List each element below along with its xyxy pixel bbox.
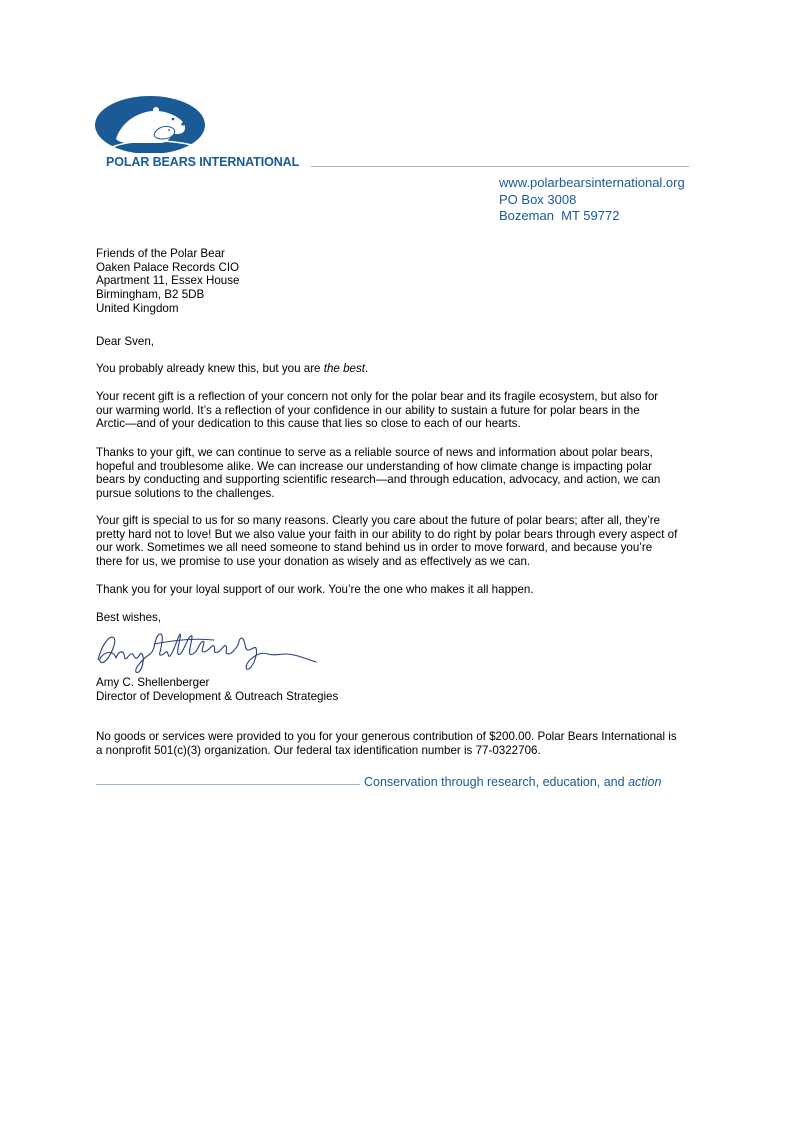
paragraph-2 [96, 390, 706, 431]
signer-block [96, 676, 706, 703]
footer-divider [96, 784, 360, 785]
p1-tail: . [365, 362, 369, 375]
header-divider [311, 166, 689, 167]
paragraph-line: bears by conducting and supporting scientific research—and through education, advocacy, and action, we can [96, 473, 661, 487]
paragraph-line: Arctic—and of your dedication to this cause that lies so close to each of our hearts. [96, 417, 521, 431]
paragraph-line: pursue solutions to the challenges. [96, 487, 275, 501]
polar-bear-logo-icon [94, 95, 206, 153]
paragraph-line: pretty hard not to love! But we also value your faith in our ability to do right by polar bears through every aspect of [96, 527, 678, 541]
tagline-emphasis: action [628, 775, 662, 789]
disclaimer-line: a nonprofit 501(c)(3) organization. Our federal tax identification number is 77-0322706. [96, 743, 541, 757]
p1-emphasis: the best [323, 362, 365, 375]
paragraph-line: Thanks to your gift, we can continue to serve as a reliable source of news and information about polar bears, [96, 446, 653, 459]
paragraph-line: hopeful and troublesome alike. We can increase our understanding of how climate change is impacting polar [96, 459, 652, 473]
salutation: Dear Sven, [96, 335, 154, 348]
footer-tagline [364, 775, 661, 789]
p1-lead: You probably already knew this, but you are [96, 362, 324, 375]
paragraph-line: Your gift is special to us for so many reasons. Clearly you care about the future of polar bears; after all, they’re [96, 514, 661, 527]
disclaimer-line: No goods or services were provided to you for your generous contribution of $200.00. Polar Bears International is [96, 730, 677, 743]
recipient-address [96, 247, 706, 316]
paragraph-line: our work. Sometimes we all need someone to stand behind us in order to move forward, and because you’re [96, 541, 653, 555]
paragraph-line: there for us, we promise to use your donation as wisely and as effectively as we can. [96, 555, 531, 569]
signer-title: Director of Development & Outreach Strategies [96, 689, 339, 703]
tagline-main: Conservation through research, education, and [364, 775, 629, 789]
paragraph-1 [96, 362, 706, 376]
signer-name: Amy C. Shellenberger [96, 676, 210, 689]
handwritten-signature [94, 624, 324, 678]
paragraph-3 [96, 446, 706, 501]
address-line: Apartment 11, Essex House [96, 274, 240, 288]
closing: Best wishes, [96, 611, 162, 624]
contact-block [499, 175, 685, 225]
paragraph-line: our warming world. It’s a reflection of your confidence in our ability to sustain a future for polar bears in the [96, 403, 640, 417]
city-line: Bozeman MT 59772 [499, 208, 620, 223]
po-box: PO Box 3008 [499, 191, 577, 207]
tax-disclaimer [96, 730, 706, 757]
paragraph-line: Your recent gift is a reflection of your concern not only for the polar bear and its fragile ecosystem, but also for [96, 390, 659, 403]
org-name: POLAR BEARS INTERNATIONAL [106, 155, 300, 169]
paragraph-5: Thank you for your loyal support of our work. You’re the one who makes it all happen. [96, 583, 534, 596]
website-link[interactable]: www.polarbearsinternational.org [499, 175, 685, 190]
paragraph-4 [96, 514, 706, 569]
address-line: Birmingham, B2 5DB [96, 288, 205, 302]
address-line: Oaken Palace Records CIO [96, 260, 240, 274]
address-line: United Kingdom [96, 301, 179, 315]
address-line: Friends of the Polar Bear [96, 247, 225, 260]
